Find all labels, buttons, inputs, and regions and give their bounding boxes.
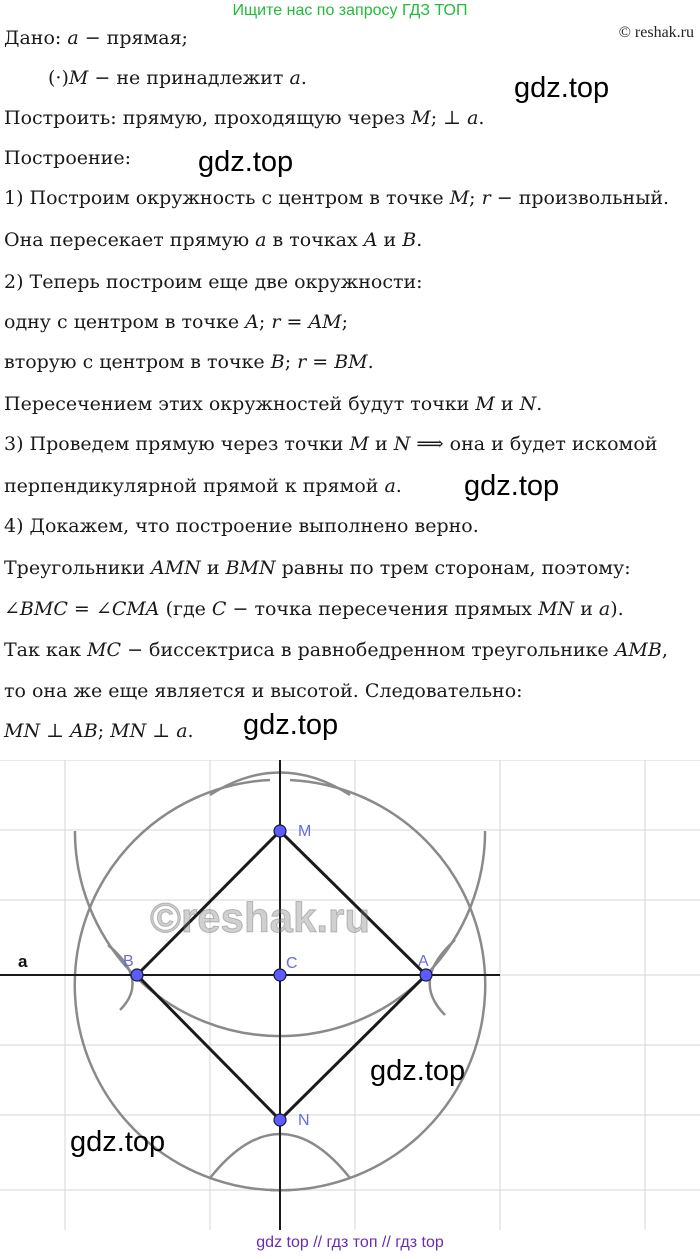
text-segment: Построить: прямую, проходящую через bbox=[4, 107, 412, 129]
text-segment: то она же еще является и высотой. Следовательно: bbox=[4, 680, 523, 702]
point-label-c: C bbox=[286, 955, 298, 972]
point-label-n: N bbox=[298, 1112, 310, 1129]
text-segment: ; bbox=[97, 720, 111, 742]
math-symbol: r bbox=[481, 187, 491, 209]
math-symbol: a bbox=[598, 598, 611, 620]
text-segment: − не принадлежит bbox=[88, 67, 290, 89]
watermark: gdz.top bbox=[514, 72, 610, 104]
footer-links: gdz top // гдз топ // гдз top bbox=[256, 1234, 444, 1251]
math-symbol: r = BM bbox=[297, 351, 368, 373]
math-symbol: C bbox=[211, 598, 227, 620]
text-segment: ; bbox=[284, 351, 298, 373]
text-segment: Построение: bbox=[4, 147, 131, 169]
math-symbol: M bbox=[349, 433, 369, 455]
text-segment: (где bbox=[159, 598, 212, 620]
text-segment: ∠ bbox=[4, 598, 20, 620]
text-line bbox=[4, 556, 631, 580]
text-segment: = ∠ bbox=[67, 598, 112, 620]
point-label-a: A bbox=[418, 953, 429, 970]
math-symbol: B bbox=[270, 351, 285, 373]
text-segment: (·) bbox=[48, 67, 69, 89]
text-segment: и bbox=[494, 393, 520, 415]
math-symbol: A bbox=[245, 311, 259, 333]
text-segment: 3) Проведем прямую через точки bbox=[4, 433, 350, 455]
watermark: gdz.top bbox=[370, 1055, 466, 1087]
math-symbol: a bbox=[289, 67, 301, 89]
text-segment: ⟹ она и будет искомой bbox=[410, 433, 658, 455]
math-symbol: N bbox=[519, 393, 537, 415]
text-segment: одну с центром в точке bbox=[4, 311, 246, 333]
point-label-b: B bbox=[123, 953, 134, 970]
text-line bbox=[4, 186, 669, 210]
text-line bbox=[4, 350, 374, 374]
text-segment: и bbox=[574, 598, 599, 620]
text-line bbox=[4, 679, 523, 703]
text-segment: равны по трем сторонам, поэтому: bbox=[275, 557, 631, 579]
construction-diagram bbox=[0, 760, 700, 1230]
text-segment: − точка пересечения прямых bbox=[226, 598, 539, 620]
text-segment: . bbox=[536, 393, 543, 415]
text-line bbox=[4, 310, 348, 334]
text-segment: − произвольный. bbox=[490, 187, 670, 209]
text-line bbox=[4, 270, 423, 294]
text-segment: и bbox=[377, 229, 403, 251]
text-segment: − прямая; bbox=[78, 27, 188, 49]
text-segment: Так как bbox=[4, 639, 88, 661]
math-symbol: CMA bbox=[111, 598, 160, 620]
text-segment: Треугольники bbox=[4, 557, 151, 579]
text-segment: Она пересекает прямую bbox=[4, 229, 256, 251]
math-symbol: AMN bbox=[150, 557, 201, 579]
math-symbol: a bbox=[384, 475, 396, 497]
text-segment: − биссектриса в равнобедренном треугольнике bbox=[121, 639, 615, 661]
watermark: gdz.top bbox=[70, 1126, 166, 1158]
text-segment: 1) Построим окружность с центром в точке bbox=[4, 187, 450, 209]
line-label-a: a bbox=[18, 952, 28, 971]
text-segment: перпендикулярной прямой к прямой bbox=[4, 475, 385, 497]
point-n bbox=[274, 1114, 286, 1126]
text-line bbox=[4, 719, 194, 743]
text-segment: ; bbox=[469, 187, 482, 209]
point-a bbox=[420, 969, 432, 981]
watermark: gdz.top bbox=[464, 470, 560, 502]
point-label-m: M bbox=[298, 823, 312, 840]
point-b bbox=[131, 969, 143, 981]
watermark: gdz.top bbox=[198, 146, 294, 178]
math-symbol: r = AM bbox=[271, 311, 342, 333]
text-segment: Дано: bbox=[4, 27, 68, 49]
text-segment: . bbox=[187, 720, 194, 742]
text-line bbox=[4, 514, 479, 538]
text-segment: вторую с центром в точке bbox=[4, 351, 271, 373]
text-line bbox=[48, 66, 307, 90]
math-symbol: M bbox=[68, 67, 89, 89]
math-symbol: MN ⊥ a bbox=[110, 720, 188, 742]
math-symbol: B bbox=[402, 229, 417, 251]
text-line bbox=[4, 106, 484, 130]
math-symbol: BMC bbox=[19, 598, 68, 620]
text-segment: . bbox=[478, 107, 485, 129]
text-segment: Пересечением этих окружностей будут точки bbox=[4, 393, 476, 415]
point-m bbox=[274, 825, 286, 837]
math-symbol: MN bbox=[538, 598, 575, 620]
text-segment: и bbox=[200, 557, 226, 579]
math-symbol: M bbox=[449, 187, 470, 209]
text-line bbox=[4, 638, 668, 662]
math-symbol: MC bbox=[87, 639, 122, 661]
math-symbol: A bbox=[363, 229, 378, 251]
text-segment: . bbox=[367, 351, 374, 373]
math-symbol: BMN bbox=[225, 557, 276, 579]
search-banner: Ищите нас по запросу ГДЗ ТОП bbox=[232, 2, 468, 19]
math-symbol: AMB bbox=[614, 639, 662, 661]
text-line bbox=[4, 474, 402, 498]
math-symbol: a bbox=[467, 107, 479, 129]
math-symbol: a bbox=[67, 27, 79, 49]
text-segment: , bbox=[661, 639, 668, 661]
text-segment: . bbox=[395, 475, 402, 497]
text-segment: ; ⊥ bbox=[430, 107, 468, 129]
text-segment: ; bbox=[341, 311, 349, 333]
text-line bbox=[4, 392, 542, 416]
text-segment: 2) Теперь построим еще две окружности: bbox=[4, 271, 423, 293]
math-symbol: M bbox=[411, 107, 431, 129]
circle-arc-near-a bbox=[430, 940, 455, 1015]
text-line bbox=[4, 597, 624, 621]
math-symbol: M bbox=[475, 393, 495, 415]
construction-figure bbox=[0, 760, 700, 1230]
text-line bbox=[4, 26, 188, 50]
text-segment: ). bbox=[610, 598, 624, 620]
math-symbol: N bbox=[393, 433, 411, 455]
reshak-watermark: ©reshak.ru bbox=[150, 894, 371, 941]
text-segment: . bbox=[300, 67, 307, 89]
text-segment: в точках bbox=[266, 229, 364, 251]
text-segment: . bbox=[416, 229, 423, 251]
watermark: gdz.top bbox=[243, 709, 339, 741]
copyright: © reshak.ru bbox=[618, 24, 694, 41]
text-segment: и bbox=[368, 433, 394, 455]
math-symbol: a bbox=[255, 229, 267, 251]
math-symbol: MN ⊥ AB bbox=[4, 720, 98, 742]
point-c bbox=[274, 969, 286, 981]
text-segment: ; bbox=[258, 311, 272, 333]
text-line bbox=[4, 146, 131, 170]
text-segment: 4) Докажем, что построение выполнено верно. bbox=[4, 515, 479, 537]
text-line bbox=[4, 228, 422, 252]
text-line bbox=[4, 432, 657, 456]
